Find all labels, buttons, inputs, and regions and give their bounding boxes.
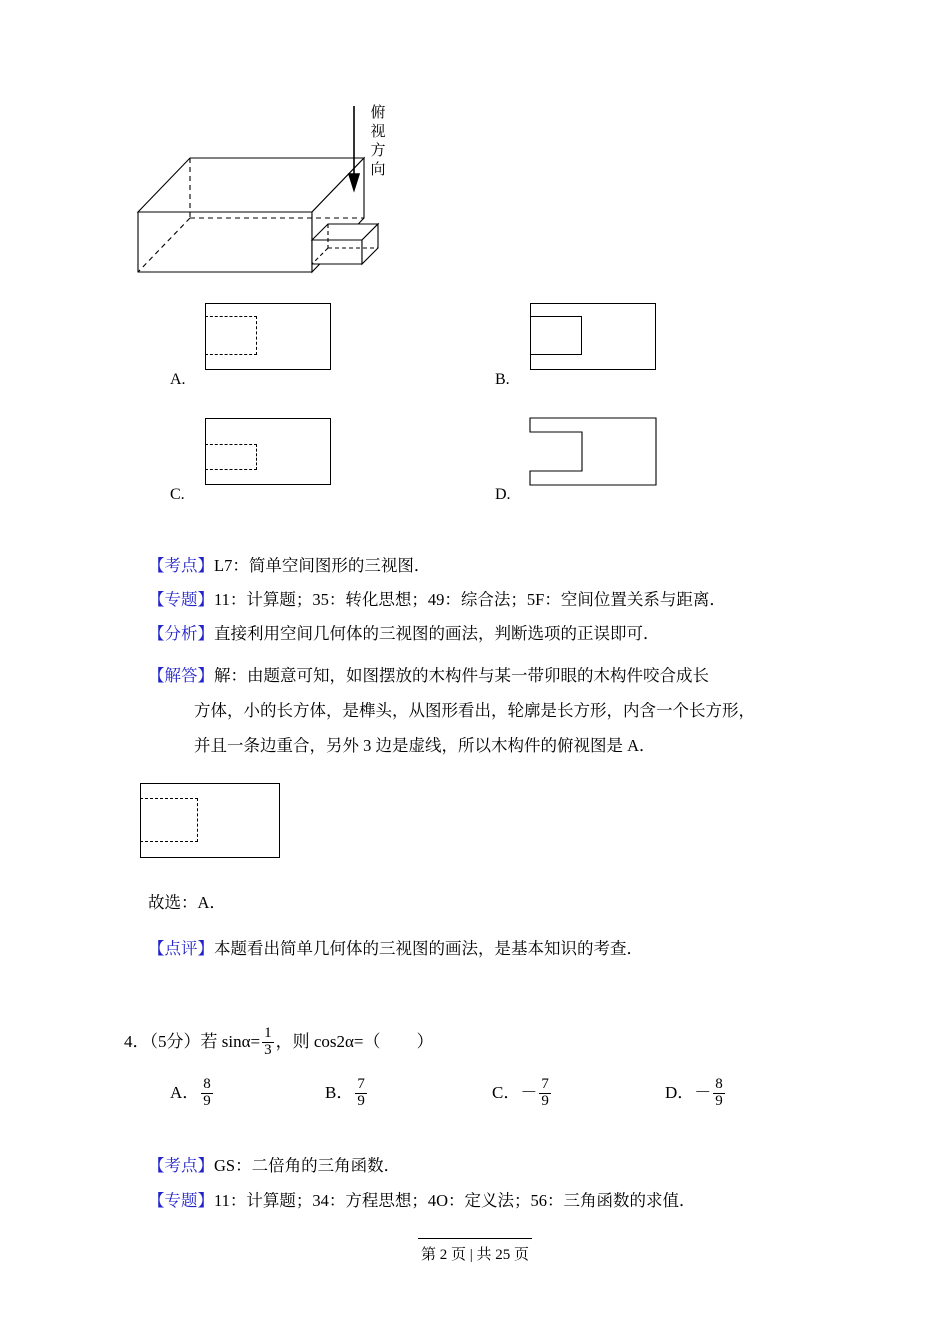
option-b-figure (495, 303, 795, 393)
option-c-label: C. (170, 486, 185, 503)
kaodian-text: L7：简单空间图形的三视图． (214, 556, 431, 575)
question-4-score: （5分） (149, 1032, 201, 1052)
option-c-letter: C． (492, 1083, 521, 1103)
guxuan-line: 故选：A． (148, 893, 226, 912)
kaodian-tag: 【考点】 (148, 556, 214, 575)
option-a-label: A. (170, 371, 186, 388)
question-4-fraction (262, 1026, 274, 1059)
jieda-tag: 【解答】 (148, 666, 214, 685)
option-d-num: 8 (715, 1076, 723, 1092)
option-c-fraction (539, 1077, 551, 1110)
q4-kaodian-tag: 【考点】 (148, 1156, 214, 1175)
zhuanti-line (148, 589, 726, 611)
option-d-den: 9 (715, 1092, 723, 1109)
q4-zhuanti-line (148, 1190, 696, 1212)
option-c-figure (170, 418, 470, 508)
question-4-stem (124, 1027, 434, 1060)
option-a-inner-dashed-rect (205, 316, 257, 355)
zhuanti-tag: 【专题】 (148, 590, 214, 609)
option-d-notched-rect (525, 415, 695, 490)
option-b-label: B. (495, 371, 510, 388)
fenxi-text: 直接利用空间几何体的三视图的画法，判断选项的正误即可． (214, 624, 660, 643)
option-d-sign: － (694, 1083, 712, 1103)
solution-figure (140, 783, 340, 863)
option-d-figure (495, 418, 795, 508)
question-4-option-a[interactable] (170, 1078, 215, 1111)
question-4-option-d[interactable] (665, 1078, 727, 1111)
question-4-option-c[interactable] (492, 1078, 553, 1111)
question-4-option-b[interactable] (325, 1078, 369, 1111)
q4-zhuanti-tag: 【专题】 (148, 1191, 214, 1210)
option-b-fraction (355, 1077, 367, 1110)
option-d-label: D. (495, 486, 511, 503)
question-4-stem-post: ，则 cos2α=（ (275, 1032, 381, 1052)
question-4-frac-num: 1 (264, 1025, 272, 1041)
q4-zhuanti-text: 11：计算题；34：方程思想；4O：定义法；56：三角函数的求值． (214, 1191, 696, 1210)
figure-arrow-label: 俯视方向 (370, 105, 386, 178)
question-4-frac-den: 3 (264, 1041, 272, 1058)
option-d-letter: D． (665, 1083, 695, 1103)
option-b-inner-solid-rect (530, 316, 582, 355)
option-c-sign: － (520, 1083, 538, 1103)
jieda-text-1: 解：由题意可知，如图摆放的木构件与某一带卯眼的木构件咬合成长 (214, 666, 709, 685)
option-b-den: 9 (357, 1092, 365, 1109)
dianping-tag: 【点评】 (148, 939, 214, 958)
q4-kaodian-line (148, 1155, 400, 1177)
question-4-stem-end: ） (416, 1032, 434, 1052)
page-footer (0, 1243, 950, 1264)
kaodian-line (148, 555, 430, 577)
option-c-den: 9 (541, 1092, 549, 1109)
dianping-text: 本题看出简单几何体的三视图的画法，是基本知识的考查． (214, 939, 643, 958)
option-c-num: 7 (541, 1076, 549, 1092)
jieda-line-1 (148, 665, 709, 687)
question-4-stem-pre: 若 sinα= (200, 1032, 261, 1052)
option-a-figure (170, 303, 470, 393)
footer-rule (418, 1238, 532, 1239)
option-c-inner-dashed-rect (205, 444, 257, 470)
zhuanti-text: 11：计算题；35：转化思想；49：综合法；5F：空间位置关系与距离． (214, 590, 726, 609)
option-a-num: 8 (203, 1076, 211, 1092)
option-a-den: 9 (203, 1092, 211, 1109)
fenxi-line (148, 623, 660, 645)
solution-inner-dashed-rect (140, 798, 198, 842)
dianping-line (148, 938, 643, 960)
option-d-fraction (713, 1077, 725, 1110)
footer-text: 第 2 页 | 共 25 页 (420, 1247, 529, 1263)
figure-3d-wood-component (130, 100, 420, 290)
option-a-fraction (201, 1077, 213, 1110)
fenxi-tag: 【分析】 (148, 624, 214, 643)
jieda-line-2: 方体，小的长方体，是榫头，从图形看出，轮廓是长方形，内含一个长方形， (194, 701, 755, 720)
option-b-letter: B． (325, 1083, 354, 1103)
jieda-line-3: 并且一条边重合，另外 3 边是虚线，所以木构件的俯视图是 A． (194, 736, 656, 755)
q4-kaodian-text: GS：二倍角的三角函数． (214, 1156, 401, 1175)
option-b-num: 7 (357, 1076, 365, 1092)
option-a-letter: A． (170, 1083, 200, 1103)
question-4-number: 4． (124, 1032, 150, 1052)
